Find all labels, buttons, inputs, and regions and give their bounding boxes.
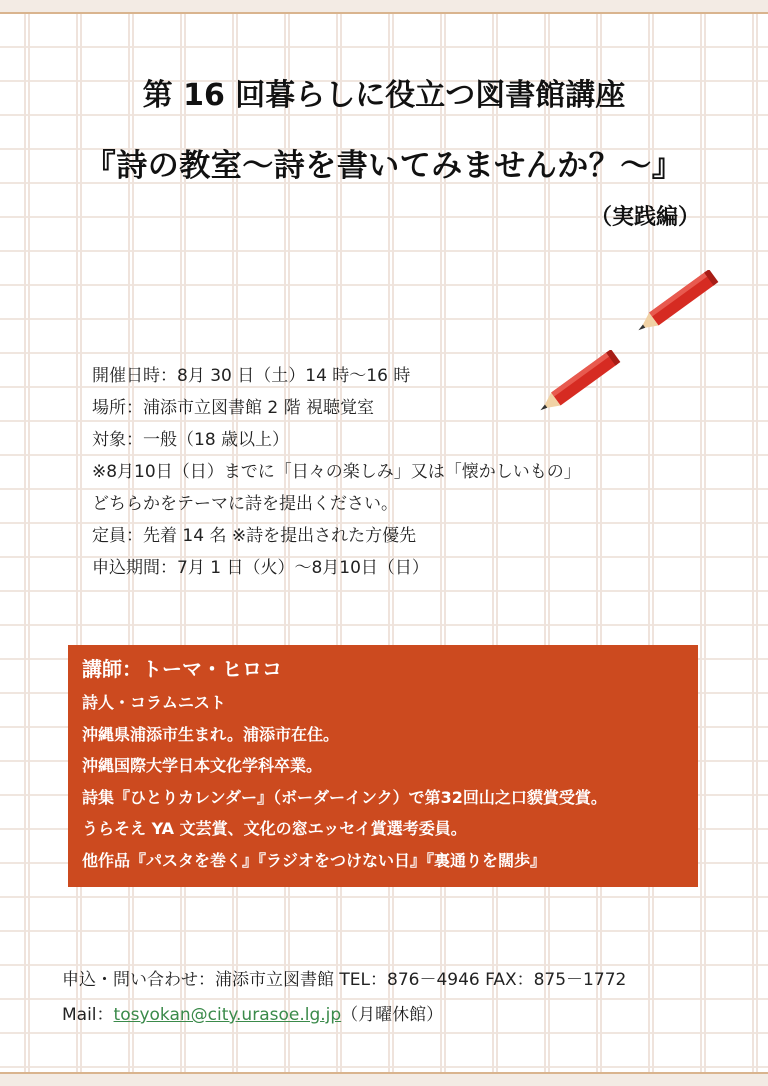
detail-application-period: 申込期間：7月 1 日（火）～8月10日（日）	[92, 558, 429, 578]
event-subtitle-title: 『詩の教室～詩を書いてみませんか？～』	[84, 148, 684, 184]
lecturer-name: 講師：トーマ・ヒロコ	[82, 657, 282, 681]
event-title: 第 16 回暮らしに役立つ図書館講座	[142, 78, 626, 113]
lecturer-bio-line: うらそえ YA 文芸賞、文化の窓エッセイ賞選考委員。	[82, 819, 467, 838]
detail-capacity: 定員：先着 14 名 ※詩を提出された方優先	[92, 526, 417, 546]
mail-label: Mail：	[62, 1005, 114, 1025]
practice-edition-label: （実践編）	[590, 205, 701, 230]
lecturer-bio-line: 他作品『パスタを巻く』『ラジオをつけない日』『裏通りを闊歩』	[82, 850, 547, 870]
lecturer-box	[68, 645, 698, 887]
lecturer-bio-line: 沖縄国際大学日本文化学科卒業。	[82, 756, 323, 775]
lecturer-bio-line: 詩集『ひとりカレンダー』（ボーダーインク）で第32回山之口貘賞受賞。	[82, 787, 607, 807]
mail-row	[62, 1000, 443, 1025]
mail-address-link[interactable]: tosyokan@city.urasoe.lg.jp	[113, 1005, 342, 1025]
detail-datetime: 開催日時：8月 30 日（土）14 時～16 時	[92, 366, 411, 386]
contact-info: 申込・問い合わせ：浦添市立図書館 TEL：876－4946 FAX：875－1772	[62, 970, 627, 990]
lecturer-bio-line: 詩人・コラムニスト	[82, 693, 226, 712]
detail-note: ※8月10日（日）までに「日々の楽しみ」又は「懐かしいもの」	[92, 462, 581, 482]
detail-venue: 場所：浦添市立図書館 2 階 視聴覚室	[92, 398, 375, 418]
closed-note: （月曜休館）	[341, 1005, 444, 1025]
pencil-icon	[630, 270, 722, 340]
event-details	[92, 360, 732, 584]
bottom-border	[0, 1072, 768, 1086]
detail-audience: 対象：一般（18 歳以上）	[92, 430, 290, 450]
top-border	[0, 0, 768, 14]
lecturer-bio-line: 沖縄県浦添市生まれ。浦添市在住。	[82, 724, 339, 744]
detail-note-continued: どちらかをテーマに詩を提出ください。	[92, 494, 398, 514]
